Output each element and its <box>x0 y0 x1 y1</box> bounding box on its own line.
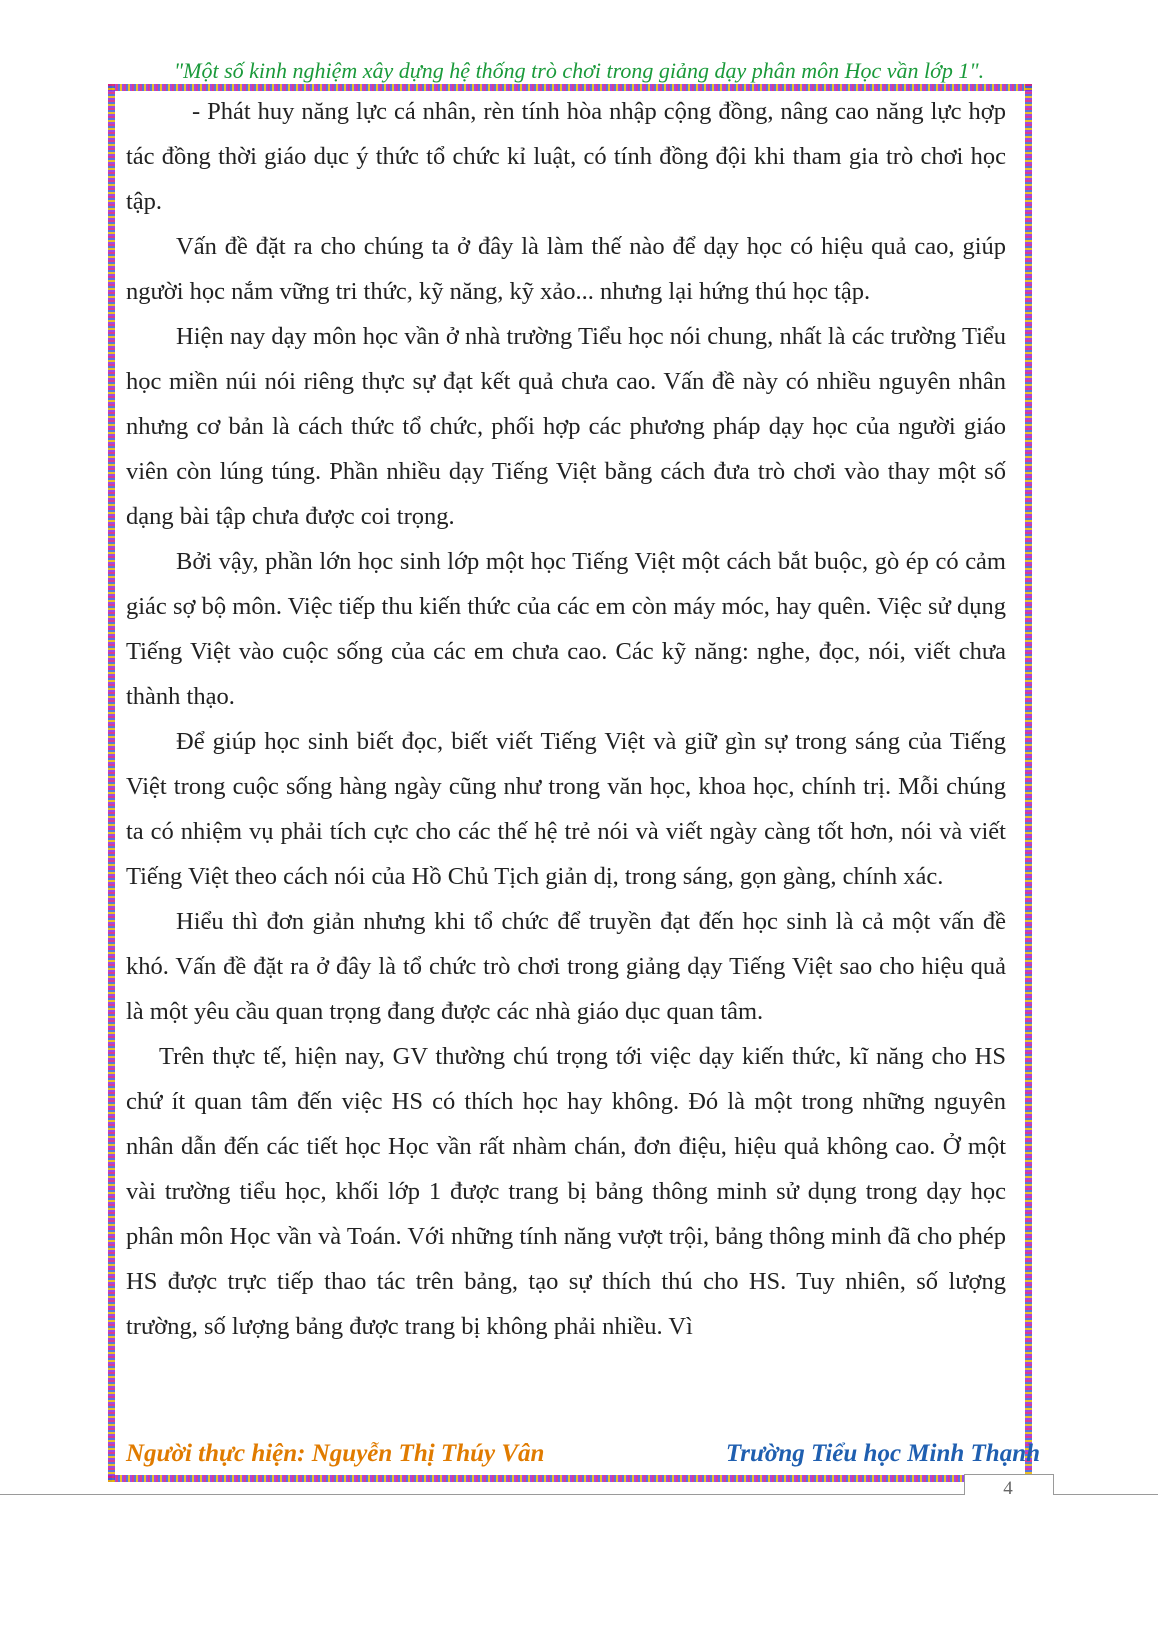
page-number: 4 <box>1003 1478 1013 1499</box>
border-left <box>108 84 115 1482</box>
paragraph: Vấn đề đặt ra cho chúng ta ở đây là làm thế nào để dạy học có hiệu quả cao, giúp người học nắm vững tri thức, kỹ năng, kỹ xảo... nhưng lại hứng thú học tập. <box>126 233 1006 305</box>
paragraph: Hiểu thì đơn giản nhưng khi tổ chức để truyền đạt đến học sinh là cả một vấn đề khó. Vấn đề đặt ra ở đây là tổ chức trò chơi trong giảng dạy Tiếng Việt sao cho hiệu quả là một yêu cầu quan trọng đang được các nhà giáo dục quan tâm. <box>126 908 1006 1025</box>
paragraph: - Phát huy năng lực cá nhân, rèn tính hòa nhập cộng đồng, nâng cao năng lực hợp tác đồng thời giáo dục ý thức tổ chức kỉ luật, có tính đồng đội khi tham gia trò chơi học tập. <box>126 98 1006 215</box>
paragraph: Hiện nay dạy môn học vần ở nhà trường Tiểu học nói chung, nhất là các trường Tiểu học miền núi nói riêng thực sự đạt kết quả chưa cao. Vấn đề này có nhiều nguyên nhân nhưng cơ bản là cách thức tổ chức, phối hợp các phương pháp dạy học của người giáo viên còn lúng túng. Phần nhiều dạy Tiếng Việt bằng cách đưa trò chơi vào thay một số dạng bài tập chưa được coi trọng. <box>126 323 1006 530</box>
body-text <box>126 89 1006 1349</box>
footer-school: Trường Tiểu học Minh Thạnh <box>725 1440 1040 1467</box>
paragraph: Bởi vậy, phần lớn học sinh lớp một học Tiếng Việt một cách bắt buộc, gò ép có cảm giác sợ bộ môn. Việc tiếp thu kiến thức của các em còn máy móc, hay quên. Việc sử dụng Tiếng Việt vào cuộc sống của các em chưa cao. Các kỹ năng: nghe, đọc, nói, viết chưa thành thạo. <box>126 548 1006 710</box>
document-header-title: "Một số kinh nghiệm xây dựng hệ thống trò chơi trong giảng dạy phân môn Học vần lớp 1". <box>173 58 985 83</box>
border-right <box>1025 84 1032 1482</box>
paragraph: Trên thực tế, hiện nay, GV thường chú trọng tới việc dạy kiến thức, kĩ năng cho HS chứ ít quan tâm đến việc HS có thích học hay không. Đó là một trong những nguyên nhân dẫn đến các tiết học Học vần rất nhàm chán, đơn điệu, hiệu quả không cao. Ở một vài trường tiểu học, khối lớp 1 được trang bị bảng thông minh sử dụng trong dạy học phân môn Học vần và Toán. Với những tính năng vượt trội, bảng thông minh đã cho phép HS được trực tiếp thao tác trên bảng, tạo sự thích thú cho HS. Tuy nhiên, số lượng trường, số lượng bảng được trang bị không phải nhiều. Vì <box>126 1043 1006 1340</box>
border-bottom <box>108 1475 1032 1482</box>
paragraph: Để giúp học sinh biết đọc, biết viết Tiếng Việt và giữ gìn sự trong sáng của Tiếng Việt trong cuộc sống hàng ngày cũng như trong văn học, khoa học, chính trị. Mỗi chúng ta có nhiệm vụ phải tích cực cho các thế hệ trẻ nói và viết ngày càng tốt hơn, nói và viết Tiếng Việt theo cách nói của Hồ Chủ Tịch giản dị, trong sáng, gọn gàng, chính xác. <box>126 728 1006 890</box>
footer-author: Người thực hiện: Nguyễn Thị Thúy Vân <box>126 1440 545 1467</box>
footer-rule <box>0 1494 964 1495</box>
footer-rule-right <box>1052 1494 1158 1495</box>
